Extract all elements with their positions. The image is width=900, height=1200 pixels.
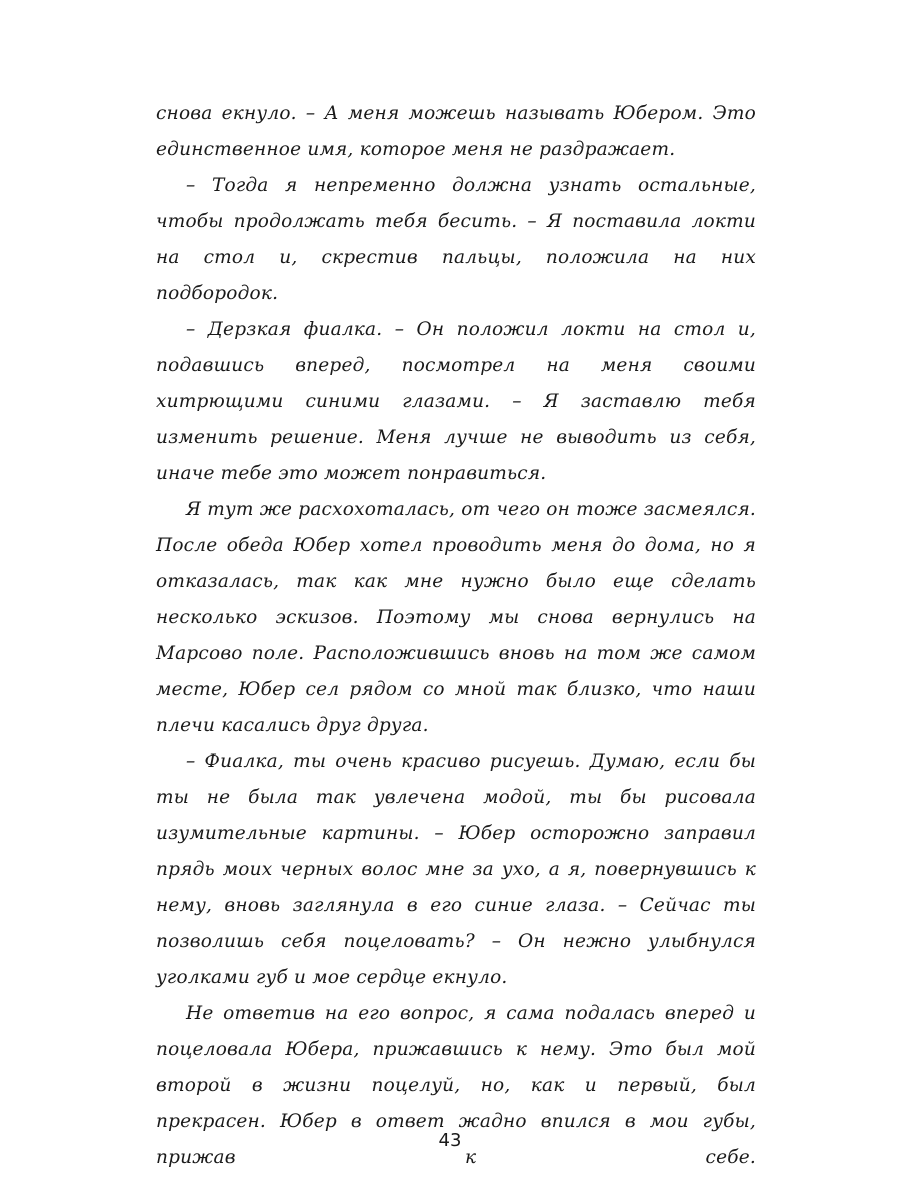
paragraph-4: Я тут же расхохоталась, от чего он тоже засмеялся. После обеда Юбер хотел проводить меня до дома, но я отказалась, так как мне нужно было еще сделать несколько эскизов. Поэтому мы снова вернулись на Марсово поле. Расположившись вновь на том же самом месте, Юбер сел рядом со мной так близко, что наши плечи касались друг друга.	[156, 499, 756, 736]
paragraph-6: Не ответив на его вопрос, я сама подалась вперед и поцеловала Юбера, прижавшись к нему. Это был мой второй в жизни поцелуй, но, как и первый, был прекрасен. Юбер в ответ жадно впился в мои губы, прижав к себе.	[156, 1003, 756, 1168]
paragraph-3: – Дерзкая фиалка. – Он положил локти на стол и, подавшись вперед, посмотрел на меня своими хитрющими синими глазами. – Я заставлю тебя изменить решение. Меня лучше не выводить из себя, иначе тебе это может понравиться.	[156, 319, 756, 484]
paragraph-5: – Фиалка, ты очень красиво рисуешь. Думаю, если бы ты не была так увлечена модой, ты бы рисовала изумительные картины. – Юбер осторожно заправил прядь моих черных волос мне за ухо, а я, повернувшись к нему, вновь заглянула в его синие глаза. – Сейчас ты позволишь себя поцеловать? – Он нежно улыбнулся уголками губ и мое сердце екнуло.	[156, 751, 756, 988]
page-body-text	[156, 96, 756, 1176]
paragraph-2: – Тогда я непременно должна узнать остальные, чтобы продолжать тебя бесить. – Я поставила локти на стол и, скрестив пальцы, положила на них подбородок.	[156, 175, 756, 304]
paragraph-1: снова екнуло. – А меня можешь называть Юбером. Это единственное имя, которое меня не раздражает.	[156, 103, 756, 160]
page-number: 43	[438, 1130, 462, 1151]
